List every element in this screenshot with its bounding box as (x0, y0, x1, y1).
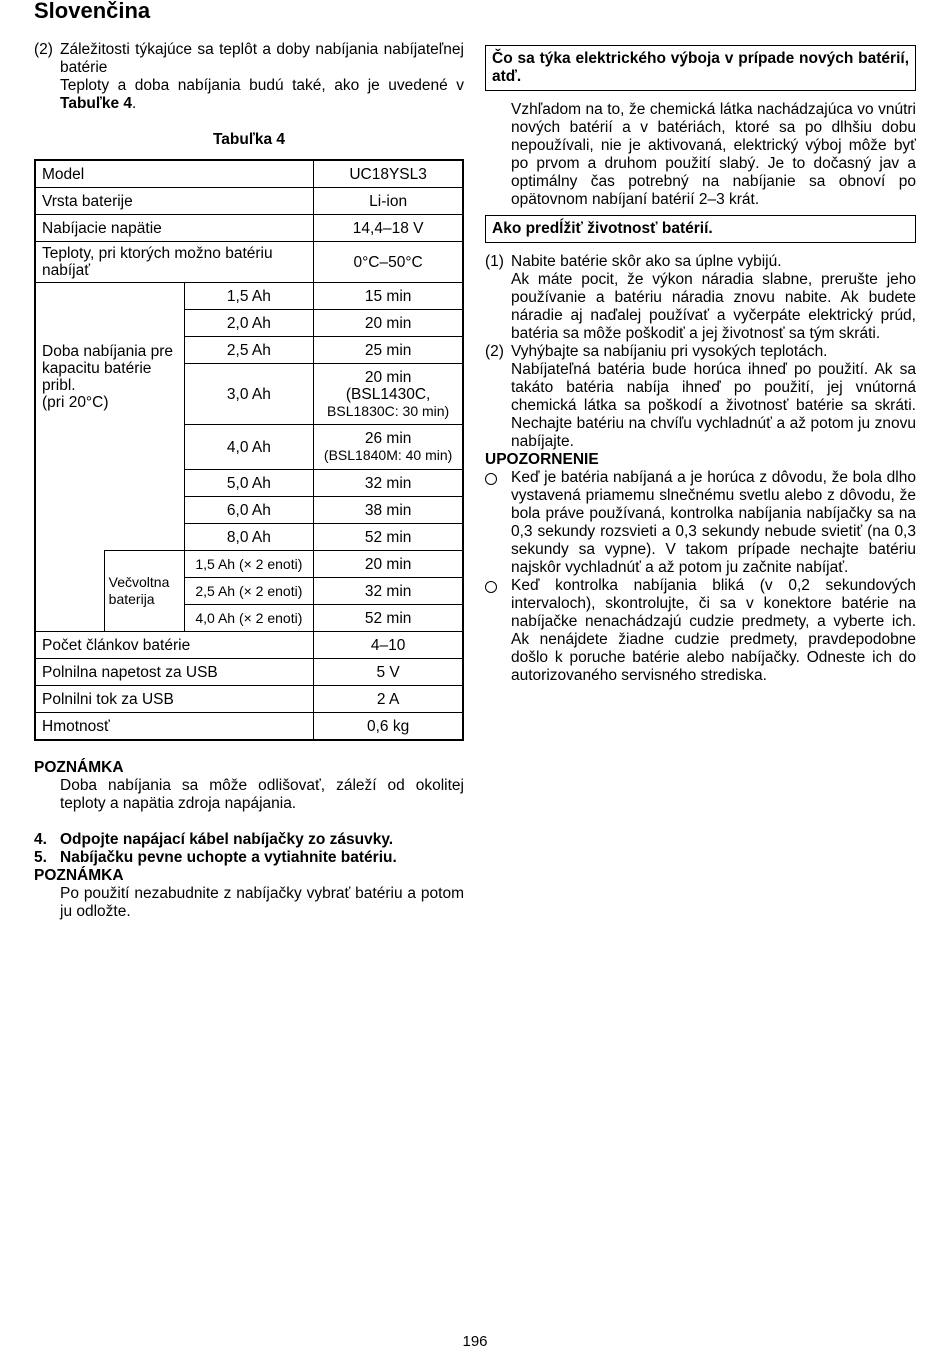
table-row: 3,0 Ah 20 min (BSL1430C, BSL1830C: 30 min) (35, 364, 463, 425)
left-column (34, 41, 464, 921)
note-2 (34, 867, 464, 921)
table-row: Hmotnosť 0,6 kg (35, 713, 463, 741)
table-row: 8,0 Ah 52 min (35, 524, 463, 551)
list-item: (2) Vyhýbajte sa nabíjaniu pri vysokých teplotách. (485, 343, 828, 360)
step-5: 5. Nabíjačku pevne uchopte a vytiahnite batériu. (34, 849, 397, 866)
note-title: POZNÁMKA (34, 867, 124, 884)
table-row: 2,5 Ah (× 2 enoti) 32 min (35, 578, 463, 605)
note-title: POZNÁMKA (34, 759, 124, 776)
table-row: Polnilni tok za USB 2 A (35, 686, 463, 713)
table-caption: Tabuľka 4 (212, 131, 285, 148)
note-1 (34, 759, 464, 813)
step-4: 4. Odpojte napájací kábel nabíjačky zo zásuvky. (34, 831, 394, 848)
table-row: 4,0 Ah 26 min (BSL1840M: 40 min) (35, 425, 463, 470)
table-row: Teploty, pri ktorých možno batériu nabíjať 0°C–50°C (35, 242, 463, 283)
table-row: Doba nabíjania pre kapacitu batérie pribl. (pri 20°C) 1,5 Ah 15 min (35, 283, 463, 310)
multivolt-label: Večvoltna baterija (104, 551, 184, 632)
caution-title: UPOZORNENIE (485, 451, 599, 468)
page-number: 196 (462, 1333, 488, 1350)
spec-table (34, 159, 464, 741)
list-item: (1) Nabite batérie skôr ako sa úplne vybijú. (485, 253, 782, 270)
section-title: Záležitosti týkajúce sa teplôt a doby nabíjania nabíjateľnej batérie (60, 41, 464, 76)
section-text: Teploty a doba nabíjania budú také, ako je uvedené v Tabuľke 4. (60, 77, 464, 112)
right-column (485, 45, 916, 685)
list-item-text: Nabíjateľná batéria bude horúca ihneď po použití. Ak sa takáto batéria nabíja ihneď po použití, jej vnútorná chemická látka sa poškodí a životnosť batérie sa skráti. Nechajte batériu na chvíľu vychladnúť a až potom ju znovu nabíjajte. (511, 361, 916, 450)
page-title: Slovenčina (34, 0, 151, 23)
circle-bullet-icon (485, 473, 497, 485)
battery-life-list (485, 253, 916, 451)
box-heading-new-batteries: Čo sa týka elektrického výboja v prípade nových batérií, atď. (485, 45, 916, 91)
section-number: (2) (34, 41, 53, 58)
list-item-text: Ak máte pocit, že výkon náradia slabne, prerušte jeho používanie a batériu náradia znovu nabite. Ak budete náradie aj naďalej používať a vyčerpáte elektrický prúd, batéria sa môže poškodiť a jej životnosť sa tým skráti. (511, 271, 916, 342)
table-reference: Tabuľke 4 (60, 95, 133, 112)
circle-bullet-icon (485, 581, 497, 593)
note-text: Po použití nezabudnite z nabíjačky vybrať batériu a potom ju odložte. (60, 885, 464, 920)
table-row: Vrsta baterije Li-ion (35, 188, 463, 215)
table-row: 2,0 Ah 20 min (35, 310, 463, 337)
table-row: Večvoltna baterija 1,5 Ah (× 2 enoti) 20 min (35, 551, 463, 578)
caution-item: Keď kontrolka nabíjania bliká (v 0,2 sekundových intervaloch), skontrolujte, či sa v konektore batérie na nabíjačke nenachádzajú cudzie predmety, a vyberte ich. Ak nenájdete žiadne cudzie predmety, pravdepodobne došlo k poruche batérie alebo nabíjačky. Odneste ich do autorizovaného servisného strediska. (485, 577, 916, 685)
table-row: Počet článkov batérie 4–10 (35, 632, 463, 659)
note-text: Doba nabíjania sa môže odlišovať, záleží od okolitej teploty a napätia zdroja napájania. (60, 777, 464, 812)
table-row: Model UC18YSL3 (35, 160, 463, 188)
table-row: 4,0 Ah (× 2 enoti) 52 min (35, 605, 463, 632)
new-batteries-text: Vzhľadom na to, že chemická látka nachádzajúca vo vnútri nových batérií a v batériách, ktoré sa po dlhšiu dobu nepoužívali, nie je aktivovaná, elektrický výboj môže byť po prvom a druhom použití slabý. Je to dočasný jav a optimálny čas potrebný na nabíjanie sa obnoví po opätovnom nabíjaní batérií 2–3 krát. (511, 101, 916, 208)
charge-time-label: Doba nabíjania pre kapacitu batérie pribl. (pri 20°C) (35, 283, 184, 551)
steps (34, 831, 464, 867)
table-row: 5,0 Ah 32 min (35, 470, 463, 497)
table-row: Nabíjacie napätie 14,4–18 V (35, 215, 463, 242)
table-row: 2,5 Ah 25 min (35, 337, 463, 364)
box-heading-battery-life: Ako predĺžiť životnosť batérií. (485, 215, 916, 243)
section-2 (34, 41, 464, 77)
caution-item: Keď je batéria nabíjaná a je horúca z dôvodu, že bola dlho vystavená priamemu slnečnému svetlu alebo z dôvodu, že bola práve používaná, kontrolka nabíjania nabíjačky sa na 0,3 sekundy rozsvieti a 0,3 sekundy nebude svietiť (na 0,3 sekundy sa vypne). V takom prípade nechajte batériu najskôr vychladnúť a až potom ju začnite nabíjať. (485, 469, 916, 577)
table-row: Polnilna napetost za USB 5 V (35, 659, 463, 686)
table-row: 6,0 Ah 38 min (35, 497, 463, 524)
